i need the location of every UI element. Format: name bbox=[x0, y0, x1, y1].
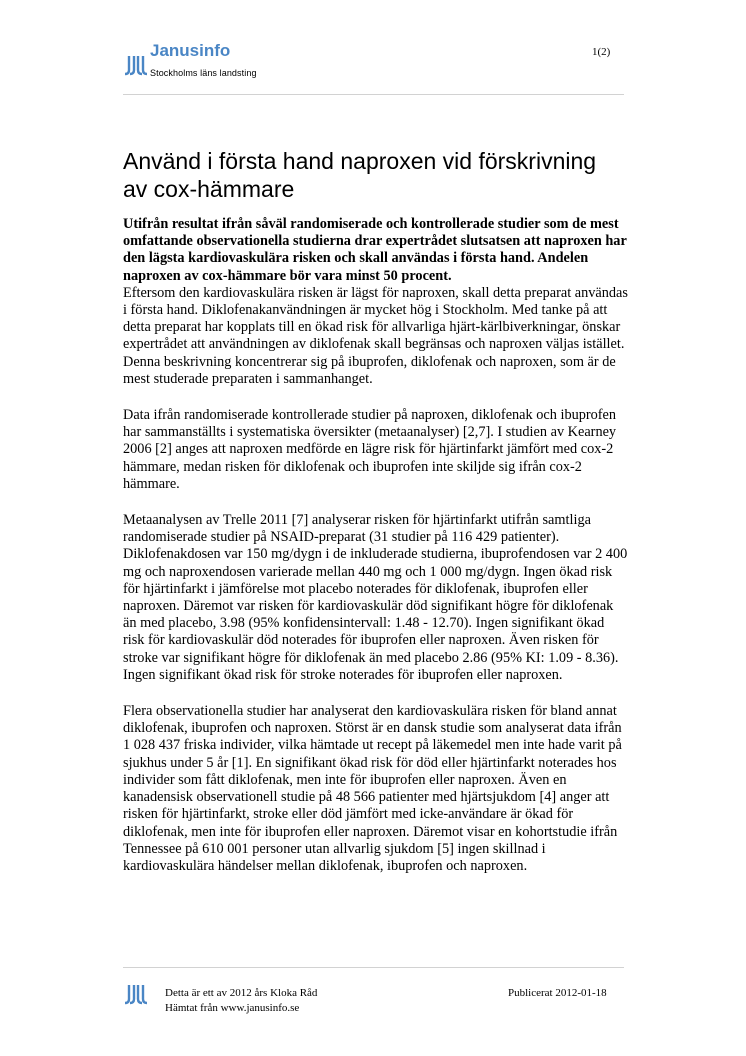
footer-line-1: Detta är ett av 2012 års Kloka Råd bbox=[165, 987, 318, 999]
article-lead: Utifrån resultat ifrån såväl randomiserade och kontrollerade studier som de mest omfattande observationella studierna drar expertrådet slutsatsen att naproxen har den lägsta kardiovaskulära risken och skall användas i första hand. Andelen naproxen av cox-hämmare bör vara minst 50 procent. bbox=[123, 216, 627, 284]
article-body bbox=[123, 216, 628, 894]
janusinfo-logo-icon bbox=[123, 55, 149, 77]
janusinfo-logo-icon bbox=[123, 984, 149, 1006]
body-paragraph: Data ifrån randomiserade kontrollerade studier på naproxen, diklofenak och ibuprofen har sammanställts i systematiska översikter (metaanalyser) [2,7]. I studien av Kearney 2006 [2] anges att naproxen medförde en lägre risk för hjärtinfarkt jämfört med cox-2 hämmare, medan risken för diklofenak och ibuprofen inte skiljde sig ifrån cox-2 hämmare. bbox=[123, 407, 617, 492]
footer-source bbox=[165, 986, 317, 1016]
footer-divider bbox=[123, 967, 624, 968]
footer-published-date: Publicerat 2012-01-18 bbox=[508, 987, 607, 999]
logo-subtitle: Stockholms läns landsting bbox=[150, 68, 257, 78]
footer-line-2: Hämtat från www.janusinfo.se bbox=[165, 1002, 300, 1014]
header-divider bbox=[123, 94, 624, 95]
logo-name: Janusinfo bbox=[150, 41, 231, 60]
body-paragraph: Metaanalysen av Trelle 2011 [7] analyserar risken för hjärtinfarkt utifrån samtliga randomiserade studier på NSAID-preparat (31 studier på 116 429 patienter). Diklofenakdosen var 150 mg/dygn i de inkluderade studierna, ibuprofendosen var 2 400 mg och naproxendosen varierade mellan 440 mg och 1 000 mg/dygn. Ingen ökad risk för hjärtinfarkt i jämförelse mot placebo noterades för diklofenak, ibuprofen eller naproxen. Däremot var risken för kardiovaskulär död signifikant högre för diklofenak än med placebo, 3.98 (95% konfidensintervall: 1.48 - 12.70). Ingen signifikant ökad risk för kardiovaskulär död noterades för ibuprofen eller naproxen. Även risken för stroke var signifikant högre för diklofenak än med placebo 2.86 (95% KI: 1.09 - 8.36). Ingen signifikant ökad risk för stroke noterades för ibuprofen eller naproxen. bbox=[123, 512, 628, 683]
page-header bbox=[0, 0, 746, 100]
article-title: Använd i första hand naproxen vid förskrivning av cox-hämmare bbox=[123, 148, 597, 202]
page-number: 1(2) bbox=[592, 46, 611, 58]
body-paragraph: Flera observationella studier har analyserat den kardiovaskulära risken för bland annat diklofenak, ibuprofen och naproxen. Störst är en dansk studie som analyserat data ifrån 1 028 437 friska individer, vilka hämtade ut recept på läkemedel men inte hade varit på sjukhus under 5 år [1]. En signifikant ökad risk för död eller hjärtinfarkt noterades hos individer som fått diklofenak, men inte för ibuprofen eller naproxen. Även en kanadensisk observationell studie på 48 566 patienter med hjärtsjukdom [4] anger att risken för hjärtinfarkt, stroke eller död jämfört med icke-användare är ökad för diklofenak, men inte för ibuprofen eller naproxen. Däremot visar en kohortstudie ifrån Tennessee på 610 001 personer utan allvarlig sjukdom [5] ingen skillnad i kardiovaskulära händelser mellan diklofenak, ibuprofen och naproxen. bbox=[123, 703, 622, 874]
body-paragraph: Eftersom den kardiovaskulära risken är lägst för naproxen, skall detta preparat användas i första hand. Diklofenakanvändningen är mycket hög i Stockholm. Med tanke på att detta preparat har kopplats till en ökad risk för allvarliga hjärt-kärlbiverkningar, önskar expertrådet att användningen av diklofenak skall begränsas och naproxen väljas istället. Denna beskrivning koncentrerar sig på ibuprofen, diklofenak och naproxen, som är de mest studerade preparaten i sammanhanget. bbox=[123, 284, 628, 387]
janusinfo-logo bbox=[123, 43, 283, 83]
